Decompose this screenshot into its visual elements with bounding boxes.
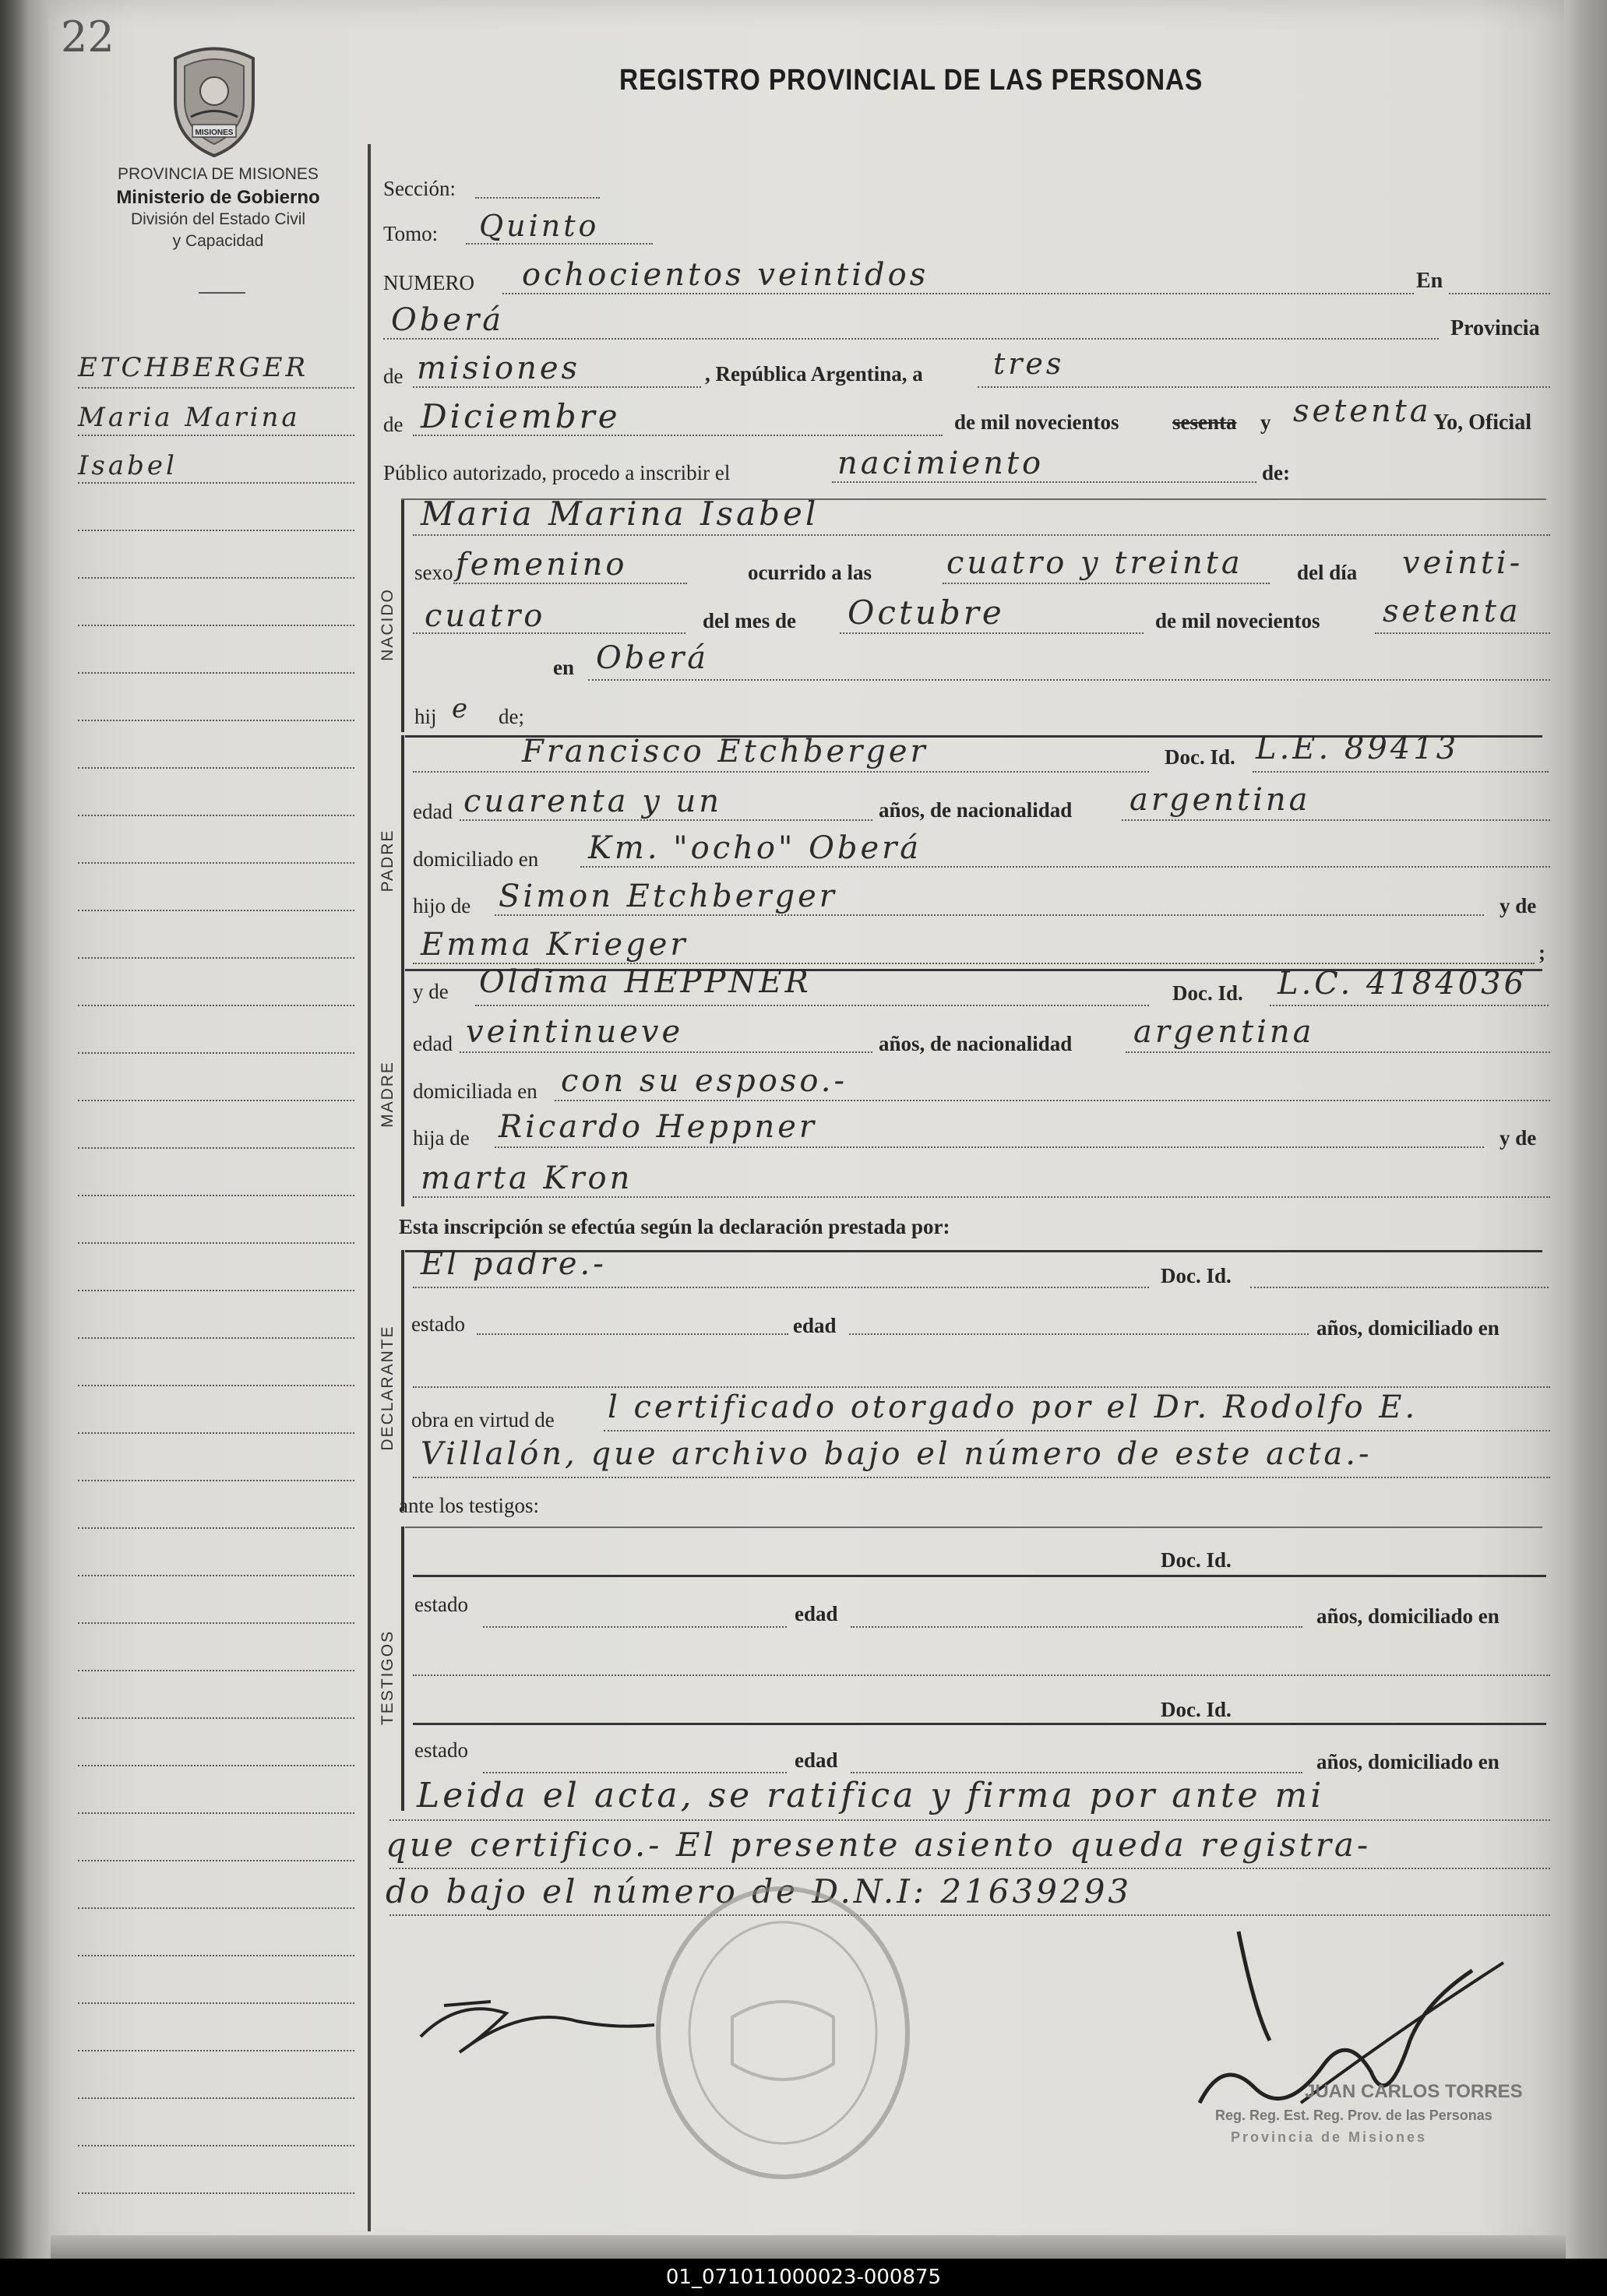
hij-label: hij — [414, 705, 437, 728]
madre-y-de-label: y de — [413, 980, 449, 1003]
abuelo-paterno-field — [495, 914, 1484, 916]
testigo2-estado-label: estado — [414, 1738, 468, 1762]
testigo1-estado-field — [483, 1626, 787, 1628]
margin-ruled-line — [78, 2002, 354, 2004]
agency-province: PROVINCIA DE MISIONES — [118, 165, 319, 183]
testigos-intro: ante los testigos: — [399, 1494, 539, 1517]
margin-ruled-line — [78, 1480, 354, 1481]
madre-edad-field — [460, 1051, 872, 1053]
provincial-emblem — [160, 43, 269, 160]
de-colon-label: de: — [1262, 461, 1290, 484]
madre-y-de-label2: y de — [1500, 1126, 1537, 1150]
declarante-doc-field — [1250, 1287, 1549, 1288]
left-signature — [413, 1982, 670, 2068]
margin-ruled-line — [78, 2050, 354, 2051]
margin-ruled-line — [78, 910, 354, 911]
en-label: En — [1416, 269, 1443, 293]
margin-ruled-line — [78, 1717, 354, 1719]
sexo-field — [453, 583, 687, 584]
margin-ruled-line — [78, 1860, 354, 1861]
book-bottom-edge — [51, 2235, 1566, 2259]
abuelo-materno-field — [495, 1146, 1484, 1148]
nacido-mes-value: Octubre — [848, 593, 1005, 632]
agency-capacity: y Capacidad — [172, 232, 264, 250]
emblem-text: MISIONES — [195, 129, 234, 137]
margin-ruled-line — [78, 1195, 354, 1196]
margin-given-name-2: Isabel — [78, 450, 178, 481]
provincia-field — [413, 386, 701, 388]
margin-ruled-line — [78, 815, 354, 816]
obra-field-2 — [413, 1477, 1550, 1478]
testigo2-edad-field — [851, 1772, 1302, 1773]
sexo-label: sexo — [414, 561, 453, 584]
de2-label: de — [383, 413, 404, 436]
tomo-label: Tomo: — [383, 222, 439, 245]
del-dia-label: del día — [1297, 561, 1358, 584]
nacido-lugar-value: Oberá — [596, 640, 710, 676]
nacido-section-label: NACIDO — [379, 588, 396, 661]
declarante-estado-label: estado — [411, 1312, 465, 1336]
testigo1-edad-label: edad — [795, 1602, 838, 1625]
obra-value-1: l certificado otorgado por el Dr. Rodolfo E. — [608, 1389, 1418, 1425]
declarante-doc-label: Doc. Id. — [1161, 1264, 1232, 1287]
del-mes-label: del mes de — [703, 609, 796, 632]
dia-field — [413, 632, 685, 634]
testigo2-estado-field — [483, 1772, 787, 1773]
margin-ruled-line — [78, 482, 354, 484]
testigo1-rule — [413, 1575, 1546, 1577]
cierre-line-3: do bajo el número de D.N.I: 21639293 — [386, 1872, 1133, 1910]
testigos-section-label: TESTIGOS — [379, 1629, 396, 1726]
nacido-anio-value: setenta — [1383, 593, 1521, 629]
margin-ruled-line — [78, 1575, 354, 1576]
padre-edad-label: edad — [413, 800, 453, 823]
book-spine — [0, 0, 48, 2296]
margin-ruled-line — [78, 1670, 354, 1671]
margin-ruled-line — [78, 2145, 354, 2146]
cierre-field-2 — [389, 1868, 1550, 1869]
padre-domicilio-value: Km. "ocho" Oberá — [588, 830, 922, 866]
madre-domicilio-field — [555, 1100, 1550, 1101]
nacido-anio-field — [1375, 632, 1550, 634]
abuela-materna-field — [413, 1196, 1550, 1198]
margin-ruled-line — [78, 1527, 354, 1529]
padre-nacionalidad-label: años, de nacionalidad — [879, 798, 1073, 822]
madre-section-label: MADRE — [379, 1061, 396, 1128]
margin-ruled-line — [78, 767, 354, 769]
abuela-paterna: Emma Krieger — [421, 927, 689, 963]
provincia-value: misiones — [417, 350, 581, 386]
abuelo-materno: Ricardo Heppner — [499, 1109, 818, 1145]
de-label: de — [383, 364, 404, 388]
padre-edad-value: cuarenta y un — [463, 784, 723, 819]
testigo1-doc-label: Doc. Id. — [1161, 1548, 1232, 1572]
numero-field — [502, 293, 1414, 294]
declarante-edad-label: edad — [793, 1314, 837, 1337]
republica-label: , República Argentina, a — [705, 362, 923, 386]
margin-ruled-line — [78, 1622, 354, 1624]
mes-field — [413, 435, 943, 436]
lugar-value: Oberá — [391, 302, 505, 338]
hij-de-label: de; — [499, 705, 524, 728]
abuelo-paterno: Simon Etchberger — [499, 879, 837, 914]
padre-nombre: Francisco Etchberger — [522, 734, 929, 769]
margin-ruled-line — [78, 1955, 354, 1956]
madre-hija-label: hija de — [413, 1126, 470, 1150]
testigo2-domicilio-label: años, domiciliado en — [1316, 1750, 1500, 1773]
agency-division: División del Estado Civil — [130, 210, 306, 228]
seccion-field — [475, 197, 600, 199]
margin-ruled-line — [78, 1242, 354, 1244]
madre-doc-value: L.C. 4184036 — [1277, 966, 1528, 1002]
provincia-label: Provincia — [1450, 316, 1540, 340]
tomo-field — [466, 243, 653, 245]
margin-ruled-line — [78, 720, 354, 721]
padre-bar — [401, 735, 404, 969]
obra-field-1 — [604, 1430, 1550, 1431]
padre-nombre-field — [413, 771, 1149, 773]
declarante-estado-field — [477, 1333, 788, 1335]
margin-ruled-line — [78, 625, 354, 626]
margin-ruled-line — [78, 530, 354, 531]
obra-value-2: Villalón, que archivo bajo el número de este acta.- — [421, 1436, 1373, 1472]
testigo1-edad-field — [851, 1626, 1302, 1628]
madre-edad-value: veintinueve — [466, 1014, 684, 1050]
image-identifier: 01_071011000023-000875 — [0, 2259, 1607, 2296]
margin-ruled-line — [78, 1907, 354, 1909]
madre-nacionalidad-field — [1126, 1051, 1550, 1053]
yo-oficial-label: Yo, Oficial — [1433, 410, 1531, 435]
y-label: y — [1260, 410, 1271, 434]
en-lugar-label: en — [553, 656, 574, 679]
document-title: REGISTRO PROVINCIAL DE LAS PERSONAS — [619, 64, 1203, 97]
declarante-domicilio-label: años, domiciliado en — [1316, 1316, 1500, 1340]
padre-nacionalidad-field — [1122, 819, 1550, 821]
declarante-intro: Esta inscripción se efectúa según la declaración prestada por: — [399, 1215, 950, 1238]
mes-value: Diciembre — [421, 397, 621, 435]
dia-value: tres — [993, 347, 1065, 381]
numero-value: ochocientos veintidos — [522, 257, 929, 293]
acto-field — [832, 481, 1256, 483]
padre-y-de-label: y de — [1500, 894, 1537, 917]
padre-edad-field — [460, 819, 872, 821]
padre-domicilio-field — [580, 866, 1550, 868]
cierre-line-1: Leida el acta, se ratifica y firma por ante mi — [417, 1776, 1325, 1815]
testigo2-rule — [413, 1723, 1546, 1725]
declarante-bar — [401, 1250, 404, 1511]
padre-semicolon: ; — [1538, 941, 1545, 964]
padre-doc-value: L.E. 89413 — [1256, 731, 1460, 766]
testigos-top-rule — [405, 1527, 1542, 1528]
padre-nacionalidad-value: argentina — [1129, 782, 1311, 818]
nacido-lugar-field — [588, 679, 1550, 681]
madre-bar — [401, 969, 404, 1206]
margin-given-names: Maria Marina — [78, 402, 301, 433]
margin-ruled-line — [78, 1052, 354, 1054]
nacido-mil-label: de mil novecientos — [1155, 609, 1320, 632]
margin-ruled-line — [78, 1005, 354, 1006]
numero-label: NUMERO — [383, 271, 475, 294]
sesenta-label: sesenta — [1172, 410, 1237, 434]
en-field — [1449, 293, 1550, 294]
page-number: 22 — [61, 12, 115, 62]
nacido-nombre: Maria Marina Isabel — [421, 495, 819, 533]
padre-doc-label: Doc. Id. — [1165, 745, 1235, 769]
agency-ministry: Ministerio de Gobierno — [116, 187, 320, 208]
ocurrido-label: ocurrido a las — [748, 561, 872, 584]
margin-ruled-line — [78, 672, 354, 674]
madre-nombre-field — [475, 1005, 1149, 1006]
hora-value: cuatro y treinta — [946, 545, 1243, 581]
hij-value: e — [452, 693, 471, 724]
declarante-domicilio-field — [413, 1386, 1550, 1388]
declarante-edad-field — [849, 1333, 1309, 1335]
hora-field — [943, 583, 1270, 584]
margin-ruled-line — [78, 1385, 354, 1386]
testigos-bar — [401, 1527, 404, 1811]
margin-ruled-line — [78, 1765, 354, 1766]
dia-field — [978, 386, 1550, 388]
margin-ruled-line — [78, 435, 354, 436]
margin-ruled-line — [78, 957, 354, 959]
nacido-bar — [401, 498, 404, 732]
agency-divider — [199, 292, 245, 294]
margin-ruled-line — [78, 1290, 354, 1291]
margin-ruled-line — [78, 2192, 354, 2194]
dia-value-part1: veinti- — [1402, 545, 1524, 581]
padre-section-label: PADRE — [379, 829, 396, 893]
official-stamp-name: JUAN CARLOS TORRES — [1305, 2081, 1523, 2102]
margin-ruled-line — [78, 2097, 354, 2099]
seccion-label: Sección: — [383, 177, 456, 200]
sexo-value: femenino — [456, 547, 628, 583]
cierre-field-1 — [389, 1819, 1550, 1821]
dia-value-part2: cuatro — [425, 598, 546, 634]
madre-domicilio-label: domiciliada en — [413, 1079, 537, 1103]
tomo-value: Quinto — [479, 209, 600, 243]
testigo2-edad-label: edad — [795, 1748, 838, 1772]
margin-border — [368, 144, 371, 2231]
madre-edad-label: edad — [413, 1032, 453, 1055]
margin-ruled-line — [78, 1337, 354, 1339]
madre-domicilio-value: con su esposo.- — [561, 1063, 848, 1099]
lugar-field — [383, 338, 1439, 340]
margin-ruled-line — [78, 1147, 354, 1149]
margin-surname: ETCHBERGER — [78, 352, 309, 383]
padre-hijo-label: hijo de — [413, 894, 471, 917]
padre-domicilio-label: domiciliado en — [413, 847, 539, 871]
declarante-section-label: DECLARANTE — [379, 1325, 396, 1451]
margin-ruled-line — [78, 387, 354, 389]
abuela-materna: marta Kron — [421, 1160, 633, 1196]
official-stamp-province: Provincia de Misiones — [1231, 2129, 1428, 2145]
anio-value: setenta — [1293, 393, 1432, 429]
obra-label: obra en virtud de — [411, 1408, 555, 1431]
page-edge — [1564, 0, 1607, 2259]
margin-ruled-line — [78, 1812, 354, 1814]
mil-label: de mil novecientos — [954, 410, 1119, 434]
margin-ruled-line — [78, 577, 354, 579]
cierre-line-2: que certifico.- El presente asiento queda registra- — [386, 1826, 1372, 1864]
declarante-nombre: El padre.- — [421, 1246, 607, 1282]
madre-doc-label: Doc. Id. — [1172, 981, 1243, 1005]
madre-nombre: Oldima HEPPNER — [479, 964, 812, 1000]
testigo2-doc-label: Doc. Id. — [1161, 1698, 1232, 1721]
acto-value: nacimiento — [837, 445, 1045, 481]
margin-ruled-line — [78, 1100, 354, 1101]
official-stamp-title: Reg. Reg. Est. Reg. Prov. de las Personas — [1215, 2108, 1492, 2123]
padre-doc-field — [1253, 771, 1549, 773]
nacido-mes-field — [840, 632, 1144, 634]
madre-doc-field — [1270, 1005, 1549, 1006]
nacido-nombre-field — [413, 534, 1550, 536]
madre-nacionalidad-value: argentina — [1133, 1014, 1315, 1050]
declarante-nombre-field — [413, 1287, 1149, 1288]
publico-label: Público autorizado, procedo a inscribir el — [383, 461, 731, 484]
madre-nacionalidad-label: años, de nacionalidad — [879, 1032, 1073, 1055]
margin-ruled-line — [78, 1432, 354, 1434]
registry-seal-stamp — [647, 1877, 919, 2189]
margin-ruled-line — [78, 862, 354, 864]
testigo1-domicilio-label: años, domiciliado en — [1316, 1604, 1500, 1628]
testigo1-estado-label: estado — [414, 1593, 468, 1616]
testigo1-domicilio-field — [413, 1674, 1550, 1676]
